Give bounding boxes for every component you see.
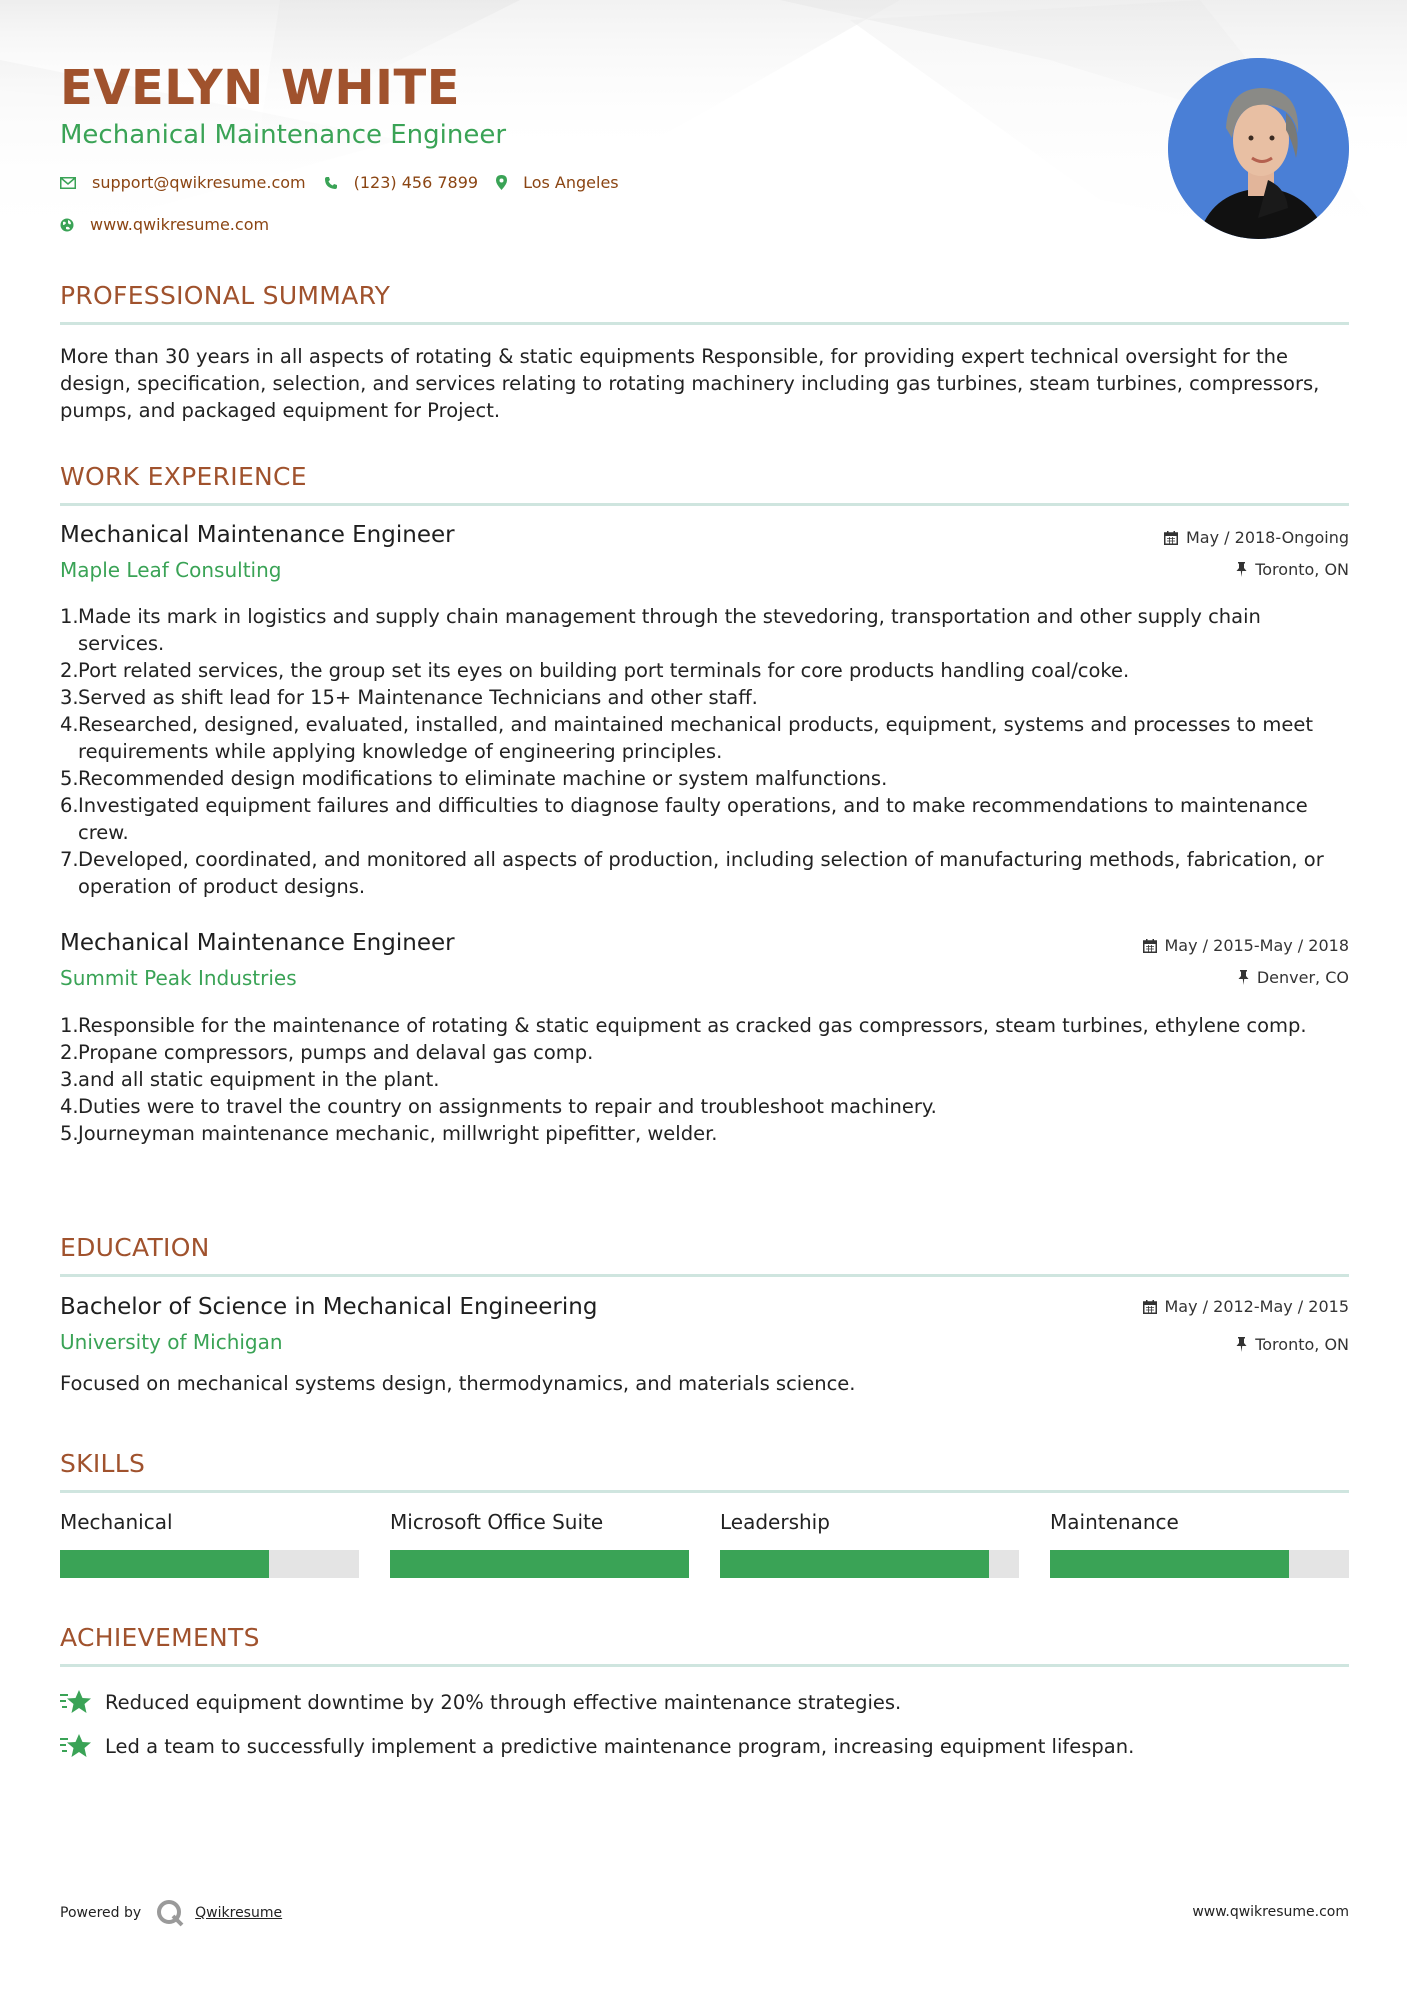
footer-site[interactable]: www.qwikresume.com [1192, 1904, 1349, 1920]
education-location [1236, 1335, 1349, 1354]
job-role: Mechanical Maintenance Engineer [60, 522, 455, 548]
achievement-item [60, 1688, 901, 1716]
location-text: Los Angeles [523, 173, 619, 192]
phone-icon [324, 176, 338, 190]
candidate-title: Mechanical Maintenance Engineer [60, 120, 507, 150]
envelope-icon [60, 177, 76, 189]
skill-bar [60, 1550, 359, 1578]
job-company: Maple Leaf Consulting [60, 558, 282, 582]
job-duties-1 [60, 603, 1349, 900]
list-item: Propane compressors, pumps and delaval gas comp. [78, 1041, 594, 1064]
achievement-item [60, 1732, 1134, 1760]
experience-heading: WORK EXPERIENCE [60, 462, 307, 491]
skill-name: Microsoft Office Suite [390, 1510, 604, 1534]
list-item: Served as shift lead for 15+ Maintenance Technicians and other staff. [78, 686, 758, 709]
summary-text: More than 30 years in all aspects of rotating & static equipments Responsible, for providing expert technical oversight for the design, specification, selection, and services relating to rotating machinery including gas turbines, steam turbines, compressors, pumps, and packaged equipment for Project. [60, 345, 1320, 422]
brand-link[interactable]: Qwikresume [195, 1905, 283, 1921]
calendar-icon [1164, 531, 1178, 545]
job-duties-2 [60, 1012, 1349, 1147]
email-item[interactable] [60, 173, 306, 192]
profile-photo [1168, 58, 1349, 239]
degree-title: Bachelor of Science in Mechanical Engineering [60, 1294, 598, 1320]
globe-icon [60, 218, 74, 232]
pushpin-icon [1236, 562, 1247, 577]
star-icon [60, 1688, 93, 1716]
list-item: Journeyman maintenance mechanic, millwright pipefitter, welder. [78, 1122, 718, 1145]
job-company: Summit Peak Industries [60, 966, 297, 990]
skill-bar-fill [1050, 1550, 1289, 1578]
star-icon [60, 1732, 93, 1760]
skills-heading: SKILLS [60, 1449, 146, 1478]
skill-bar [390, 1550, 689, 1578]
list-item: Duties were to travel the country on assignments to repair and troubleshoot machinery. [78, 1095, 937, 1118]
pushpin-icon [1238, 970, 1249, 985]
achievement-text: Led a team to successfully implement a predictive maintenance program, increasing equipment lifespan. [105, 1734, 1135, 1758]
list-item: Recommended design modifications to eliminate machine or system malfunctions. [78, 767, 888, 790]
education-date-text: May / 2012-May / 2015 [1164, 1297, 1349, 1316]
skill-bar-fill [390, 1550, 689, 1578]
skill-name: Mechanical [60, 1510, 173, 1534]
job-date-text: May / 2015-May / 2018 [1164, 936, 1349, 955]
achievements-divider [60, 1664, 1349, 1667]
skills-list [60, 1510, 1349, 1578]
skill-bar-fill [60, 1550, 269, 1578]
skill-item [1050, 1510, 1349, 1578]
summary-heading: PROFESSIONAL SUMMARY [60, 281, 391, 310]
education-divider [60, 1274, 1349, 1277]
job-date [1143, 936, 1350, 955]
website-row [60, 215, 287, 234]
candidate-name: EVELYN WHITE [60, 60, 460, 116]
job-location [1236, 560, 1349, 579]
list-item: Researched, designed, evaluated, installed, and maintained mechanical products, equipment, systems and processes to meet requirements while applying knowledge of engineering principles. [78, 713, 1314, 763]
skill-bar [720, 1550, 1019, 1578]
phone-text: (123) 456 7899 [353, 173, 479, 192]
pushpin-icon [1236, 1337, 1247, 1352]
job-date-text: May / 2018-Ongoing [1186, 528, 1349, 547]
skills-divider [60, 1490, 1349, 1493]
list-item: and all static equipment in the plant. [78, 1068, 440, 1091]
website-text: www.qwikresume.com [90, 215, 270, 234]
skill-bar [1050, 1550, 1349, 1578]
list-item: Made its mark in logistics and supply chain management through the stevedoring, transportation and other supply chain services. [78, 605, 1261, 655]
calendar-icon [1143, 939, 1157, 953]
skill-item [390, 1510, 689, 1578]
list-item: Investigated equipment failures and difficulties to diagnose faulty operations, and to make recommendations to maintenance crew. [78, 794, 1308, 844]
portrait-illustration [1168, 58, 1349, 239]
job-date [1164, 528, 1349, 547]
email-text: support@qwikresume.com [92, 173, 306, 192]
contact-row [60, 173, 637, 192]
experience-divider [60, 503, 1349, 506]
skill-item [720, 1510, 1019, 1578]
location-item [496, 173, 619, 192]
map-pin-icon [496, 175, 507, 190]
phone-item[interactable] [324, 173, 478, 192]
education-location-text: Toronto, ON [1255, 1335, 1349, 1354]
skill-name: Leadership [720, 1510, 830, 1534]
list-item: Port related services, the group set its eyes on building port terminals for core products handling coal/coke. [78, 659, 1130, 682]
calendar-icon [1143, 1300, 1157, 1314]
summary-divider [60, 322, 1349, 325]
job-location [1238, 968, 1349, 987]
achievement-text: Reduced equipment downtime by 20% through effective maintenance strategies. [105, 1690, 902, 1714]
powered-by-label: Powered by [60, 1905, 142, 1921]
job-location-text: Denver, CO [1256, 968, 1349, 987]
list-item: Developed, coordinated, and monitored all aspects of production, including selection of manufacturing methods, fabrication, or operation of product designs. [78, 848, 1324, 898]
job-role: Mechanical Maintenance Engineer [60, 930, 455, 956]
education-description: Focused on mechanical systems design, thermodynamics, and materials science. [60, 1372, 856, 1395]
job-location-text: Toronto, ON [1255, 560, 1349, 579]
qwikresume-logo-icon [155, 1898, 185, 1928]
skill-item [60, 1510, 359, 1578]
achievements-heading: ACHIEVEMENTS [60, 1623, 260, 1652]
website-item[interactable] [60, 215, 269, 234]
powered-by [60, 1898, 282, 1928]
education-date [1143, 1297, 1350, 1316]
list-item: Responsible for the maintenance of rotating & static equipment as cracked gas compressors, steam turbines, ethylene comp. [78, 1014, 1307, 1037]
skill-bar-fill [720, 1550, 989, 1578]
school-name: University of Michigan [60, 1330, 283, 1354]
skill-name: Maintenance [1050, 1510, 1179, 1534]
education-heading: EDUCATION [60, 1233, 210, 1262]
